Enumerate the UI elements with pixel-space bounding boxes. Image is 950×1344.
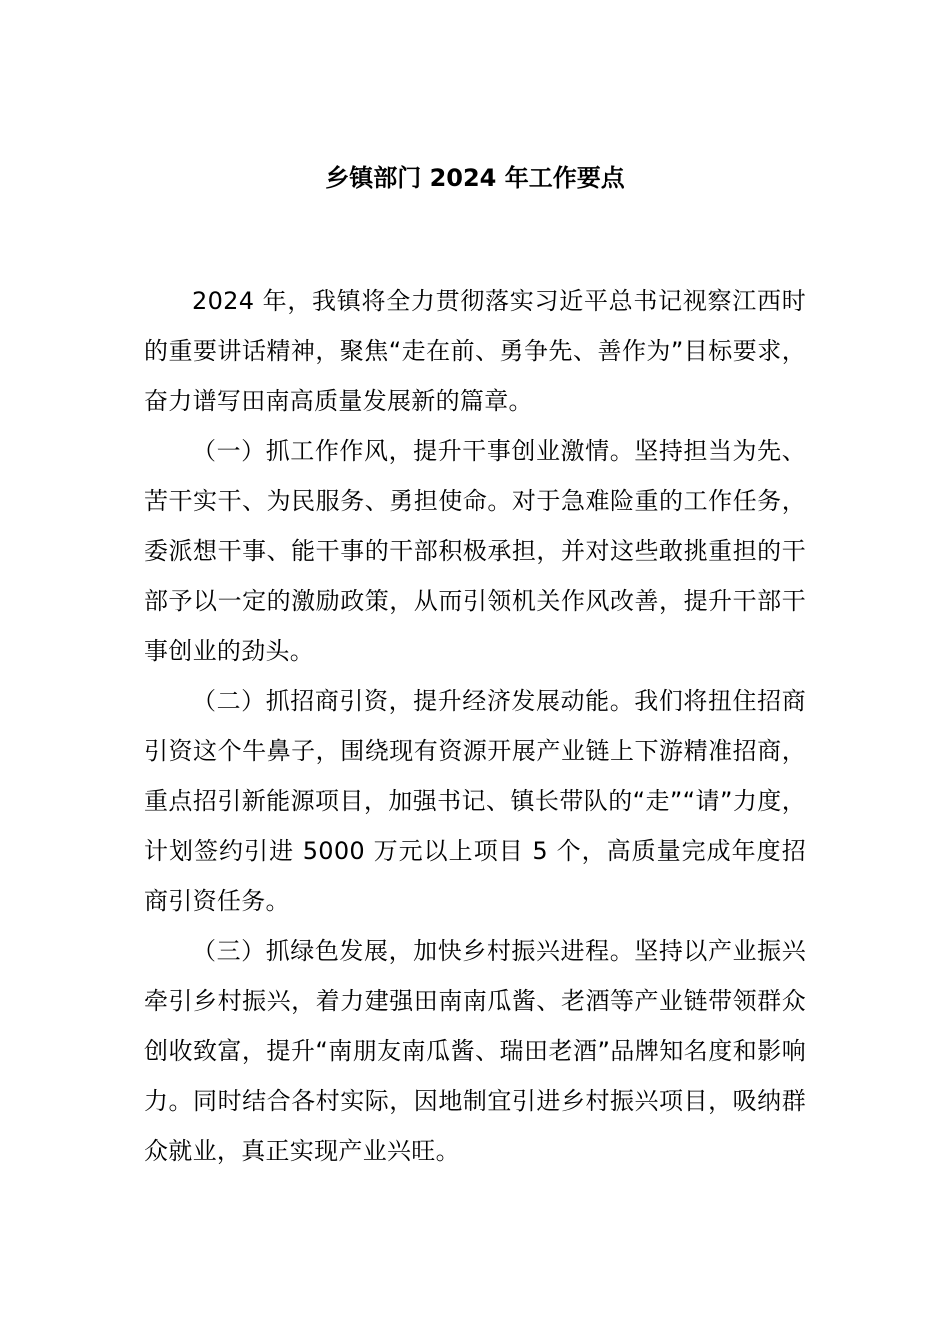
paragraph-work-style: （一）抓工作作风，提升干事创业激情。坚持担当为先、苦干实干、为民服务、勇担使命。对于急难险重的工作任务，委派想干事、能干事的干部积极承担，并对这些敢挑重担的干部予以一定的激励政策，从而引领机关作风改善，提升干部干事创业的劲头。 <box>144 437 806 665</box>
paragraph-green-development: （三）抓绿色发展，加快乡村振兴进程。坚持以产业振兴牵引乡村振兴，着力建强田南南瓜酱、老酒等产业链带领群众创收致富，提升“南朋友南瓜酱、瑞田老酒”品牌知名度和影响力。同时结合各村实际，因地制宜引进乡村振兴项目，吸纳群众就业，真正实现产业兴旺。 <box>144 937 806 1165</box>
document-title: 乡镇部门 2024 年工作要点 <box>325 164 625 192</box>
paragraph-investment: （二）抓招商引资，提升经济发展动能。我们将扭住招商引资这个牛鼻子，围绕现有资源开展产业链上下游精准招商，重点招引新能源项目，加强书记、镇长带队的“走”“请”力度，计划签约引进 5000 万元以上项目 5 个，高质量完成年度招商引资任务。 <box>144 687 806 915</box>
document-body <box>144 276 806 1176</box>
paragraph-intro: 2024 年，我镇将全力贯彻落实习近平总书记视察江西时的重要讲话精神，聚焦“走在前、勇争先、善作为”目标要求，奋力谱写田南高质量发展新的篇章。 <box>144 287 806 415</box>
